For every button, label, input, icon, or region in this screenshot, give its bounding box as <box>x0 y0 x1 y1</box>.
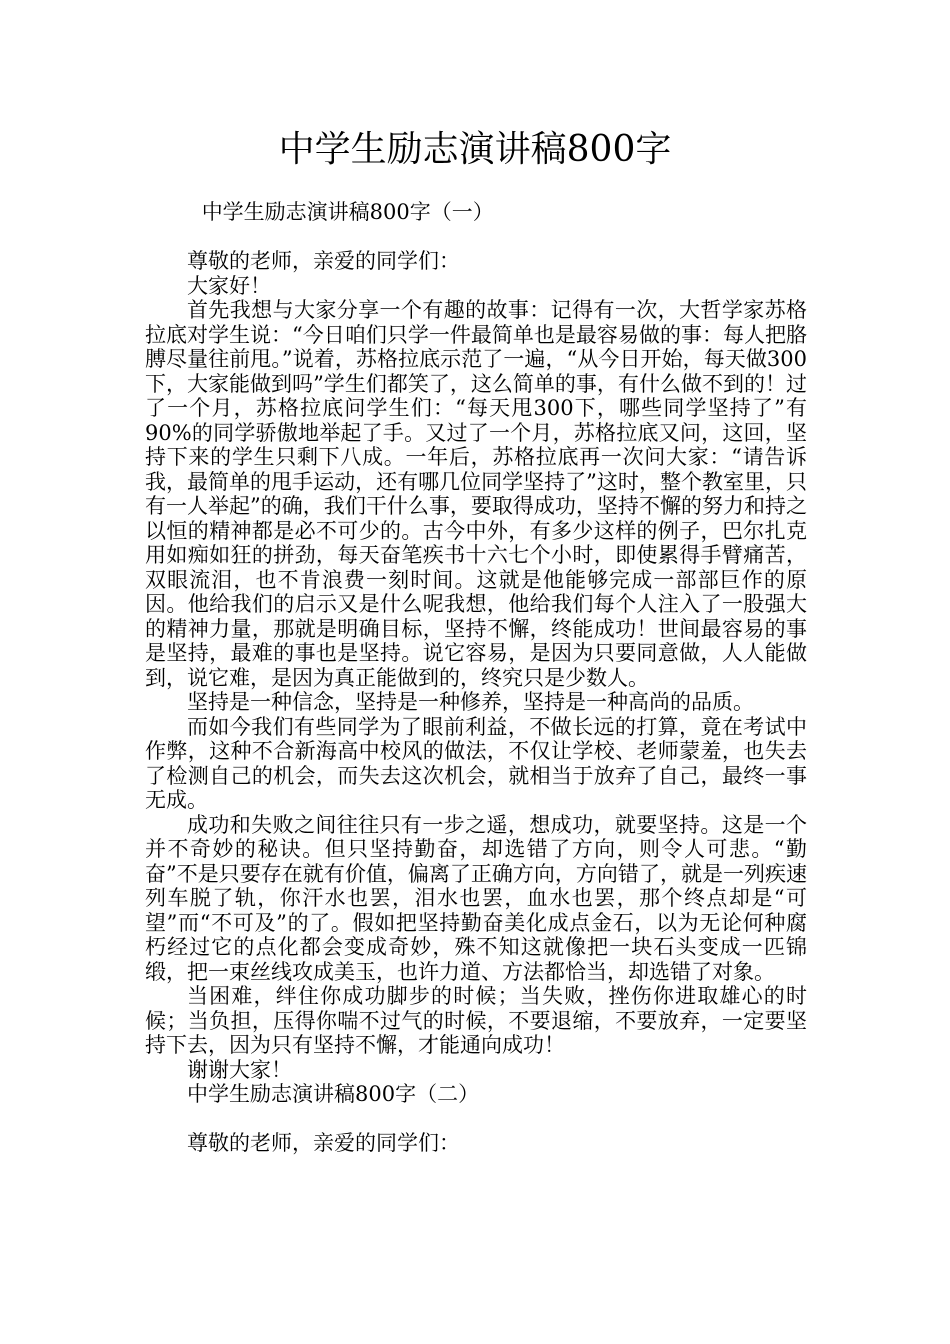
section-heading-2: 中学生励志演讲稿800字（二） <box>187 1082 480 1106</box>
body-paragraph-1: 首先我想与大家分享一个有趣的故事：记得有一次，大哲学家苏格拉底对学生说：“今日咱们只学一件最简单也是最容易做的事：每人把胳膊尽量往前甩。”说着，苏格拉底示范了一遍，“从今日开始，每天做300下，大家能做到吗”学生们都笑了，这么简单的事，有什么做不到的！过了一个月，苏格拉底问学生们：“每天甩300下，哪些同学坚持了”有90%的同学骄傲地举起了手。又过了一个月，苏格拉底又问，这回，坚持下来的学生只剩下八成。一年后，苏格拉底再一次问大家：“请告诉我，最简单的甩手运动，还有哪几位同学坚持了”这时，整个教室里，只有一人举起”的确，我们干什么事，要取得成功，坚持不懈的努力和持之以恒的精神都是必不可少的。古今中外，有多少这样的例子，巴尔扎克用如痴如狂的拼劲，每天奋笔疾书十六七个小时，即使累得手臂痛苦，双眼流泪，也不肯浪费一刻时间。这就是他能够完成一部部巨作的原因。他给我们的启示又是什么呢我想，他给我们每个人注入了一股强大的精神力量，那就是明确目标，坚持不懈，终能成功！世间最容易的事是坚持，最难的事也是坚持。说它容易，是因为只要同意做，人人能做到，说它难，是因为真正能做到的，终究只是少数人。 <box>145 298 807 690</box>
document-title: 中学生励志演讲稿800字 <box>278 129 672 170</box>
body-paragraph-4: 成功和失败之间往往只有一步之遥，想成功，就要坚持。这是一个并不奇妙的秘诀。但只坚持勤奋，却选错了方向，则令人可悲。“勤奋”不是只要存在就有价值，偏离了正确方向，方向错了，就是一列疾速列车脱了轨，你汗水也罢，泪水也罢，血水也罢，那个终点却是“可望”而“不可及”的了。假如把坚持勤奋美化成点金石，以为无论何种腐朽经过它的点化都会变成奇妙，殊不知这就像把一块石头变成一匹锦缎，把一束丝线攻成美玉，也许力道、方法都恰当，却选错了对象。 <box>145 812 807 984</box>
salutation-1: 尊敬的老师，亲爱的同学们： <box>187 249 460 273</box>
body-paragraph-3: 而如今我们有些同学为了眼前利益，不做长远的打算，竟在考试中作弊，这种不合新海高中校风的做法，不仅让学校、老师蒙羞，也失去了检测自己的机会，而失去这次机会，就相当于放弃了自己，最终一事无成。 <box>145 714 807 812</box>
salutation-2: 尊敬的老师，亲爱的同学们： <box>187 1131 460 1155</box>
closing: 谢谢大家！ <box>187 1057 292 1082</box>
blank-line <box>145 1107 807 1132</box>
document-body <box>145 200 807 1156</box>
body-paragraph-5: 当困难，绊住你成功脚步的时候；当失败，挫伤你进取雄心的时候；当负担，压得你喘不过气的时候，不要退缩，不要放弃，一定要坚持下去，因为只有坚持不懈，才能通向成功！ <box>145 984 807 1057</box>
blank-line <box>145 225 807 250</box>
section-heading-1: 中学生励志演讲稿800字（一） <box>201 200 494 224</box>
greeting: 大家好！ <box>187 273 271 298</box>
body-paragraph-2: 坚持是一种信念，坚持是一种修养，坚持是一种高尚的品质。 <box>187 690 754 714</box>
